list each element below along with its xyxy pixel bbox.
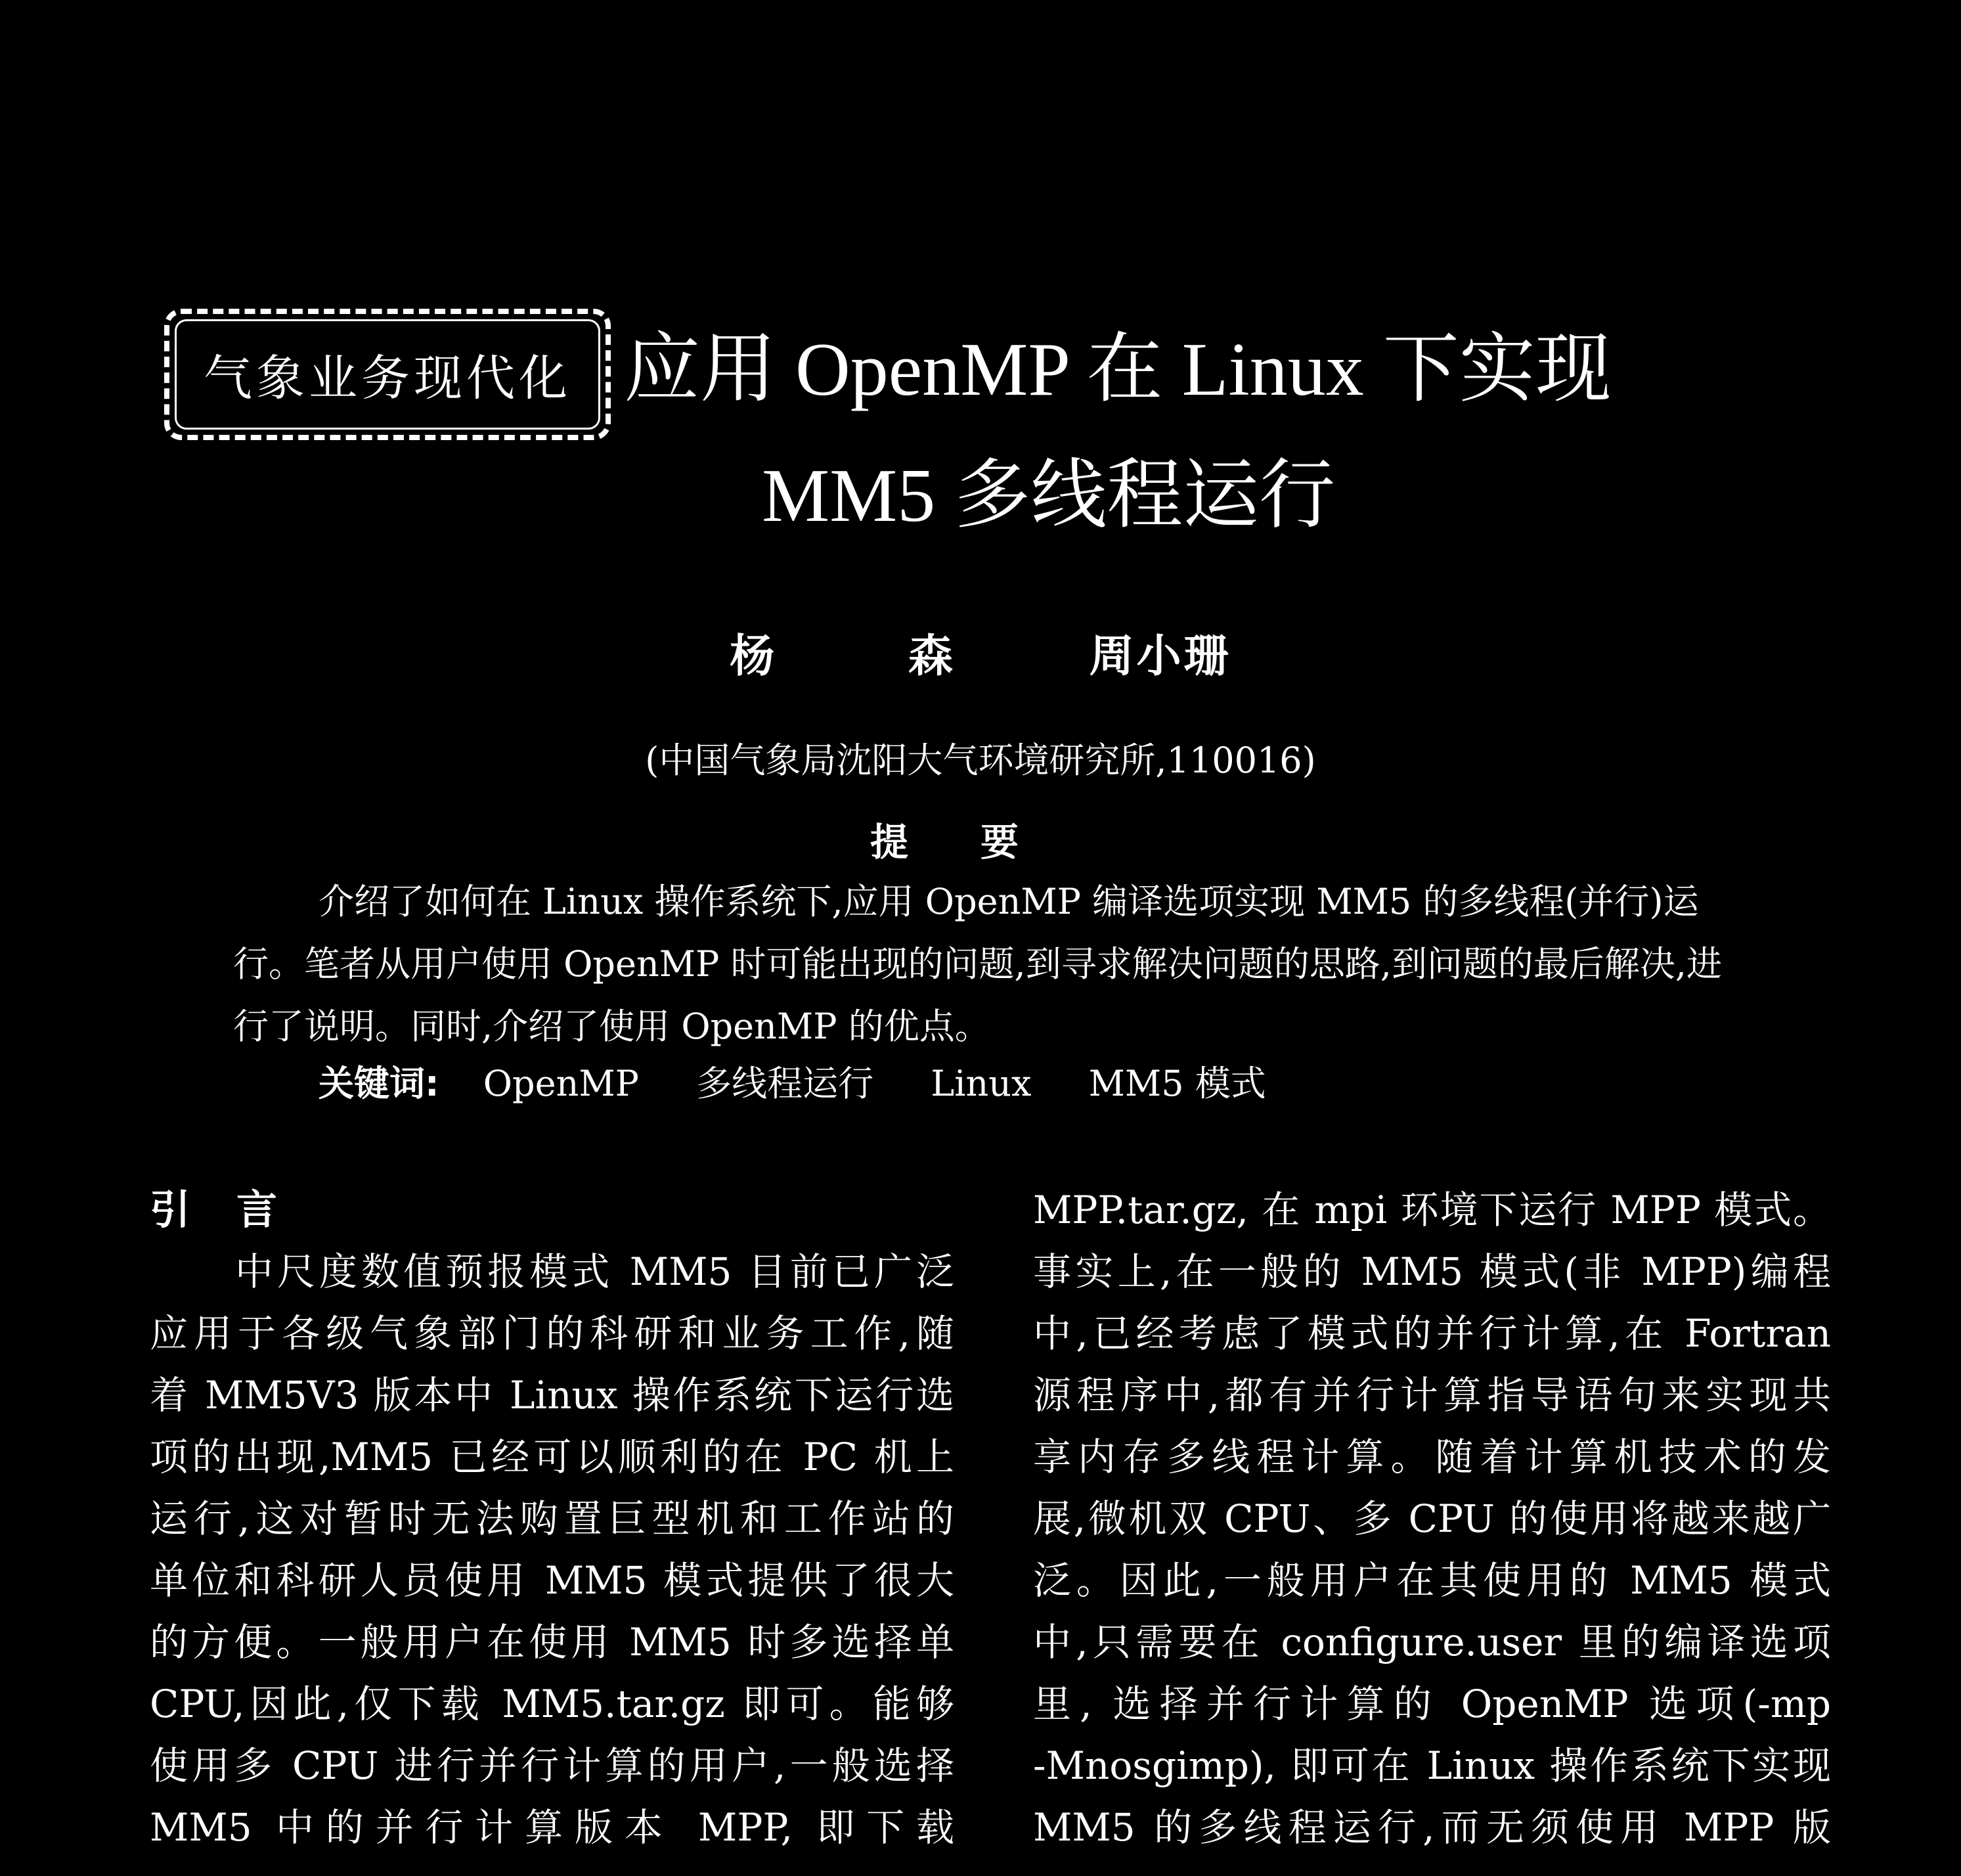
- title-line-1: 应用 OpenMP 在 Linux 下实现: [624, 328, 1612, 412]
- column-badge-label: 气象业务现代化: [204, 350, 571, 407]
- left-column: [150, 1179, 954, 1858]
- author-2: 周小珊: [1089, 630, 1231, 682]
- body-line: 源程序中,都有并行计算指导语句来实现共: [1033, 1373, 1831, 1418]
- body-line: MPP.tar.gz, 在 mpi 环境下运行 MPP 模式。: [1033, 1188, 1831, 1232]
- right-column: [1033, 1179, 1831, 1858]
- keyword: MM5 模式: [1088, 1063, 1266, 1104]
- column-badge: [164, 309, 611, 440]
- body-line: -Mnosgimp), 即可在 Linux 操作系统下实现: [1033, 1743, 1831, 1788]
- body-line: MM5 中的并行计算版本 MPP, 即下载: [150, 1805, 954, 1850]
- body-line: 中,已经考虑了模式的并行计算,在 Fortran: [1033, 1311, 1831, 1356]
- body-line: 着 MM5V3 版本中 Linux 操作系统下运行选: [150, 1373, 954, 1418]
- abstract: [233, 870, 1744, 1058]
- body-line: 享内存多线程计算。随着计算机技术的发: [1033, 1435, 1831, 1479]
- body-line: 单位和科研人员使用 MM5 模式提供了很大: [150, 1558, 954, 1603]
- body-line: 项的出现,MM5 已经可以顺利的在 PC 机上: [150, 1435, 954, 1479]
- title-line-2: MM5 多线程运行: [762, 454, 1336, 538]
- keywords: [319, 1058, 1312, 1110]
- body-line: 泛。因此,一般用户在其使用的 MM5 模式: [1033, 1558, 1831, 1603]
- keyword: 多线程运行: [696, 1063, 874, 1104]
- abstract-text: 介绍了如何在 Linux 操作系统下,应用 OpenMP 编译选项实现 MM5 的多线程(并行)运行。笔者从用户使用 OpenMP 时可能出现的问题,到寻求解决问题的思路,到问题的最后解决,进行了说明。同时,介绍了使用 OpenMP 的优点。: [233, 881, 1723, 1047]
- body-line: 里, 选择并行计算的 OpenMP 选项(-mp: [1033, 1682, 1831, 1726]
- authors: [0, 621, 1961, 684]
- body-line: 事实上,在一般的 MM5 模式(非 MPP)编程: [1033, 1249, 1831, 1294]
- body-line: 使用多 CPU 进行并行计算的用户,一般选择: [150, 1743, 954, 1788]
- author-1: 杨 森: [730, 630, 1012, 682]
- body-line: 展,微机双 CPU、多 CPU 的使用将越来越广: [1033, 1496, 1831, 1541]
- keyword: Linux: [931, 1063, 1032, 1104]
- section-heading: 引言: [150, 1186, 324, 1234]
- body-line: CPU,因此,仅下载 MM5.tar.gz 即可。能够: [150, 1682, 954, 1726]
- body-line: 中,只需要在 configure.user 里的编译选项: [1033, 1620, 1831, 1664]
- affiliation: (中国气象局沈阳大气环境研究所,110016): [645, 740, 1316, 781]
- body-line: MM5 的多线程运行,而无须使用 MPP 版: [1033, 1805, 1831, 1850]
- abstract-heading: 提要: [870, 820, 1091, 864]
- body-line: 的方便。一般用户在使用 MM5 时多选择单: [150, 1620, 954, 1664]
- keyword: OpenMP: [483, 1063, 639, 1104]
- body-line: 应用于各级气象部门的科研和业务工作,随: [150, 1311, 954, 1356]
- body-line: 运行,这对暂时无法购置巨型机和工作站的: [150, 1496, 954, 1541]
- keywords-label: 关键词:: [319, 1063, 439, 1104]
- body-line: 中尺度数值预报模式 MM5 目前已广泛: [235, 1249, 954, 1294]
